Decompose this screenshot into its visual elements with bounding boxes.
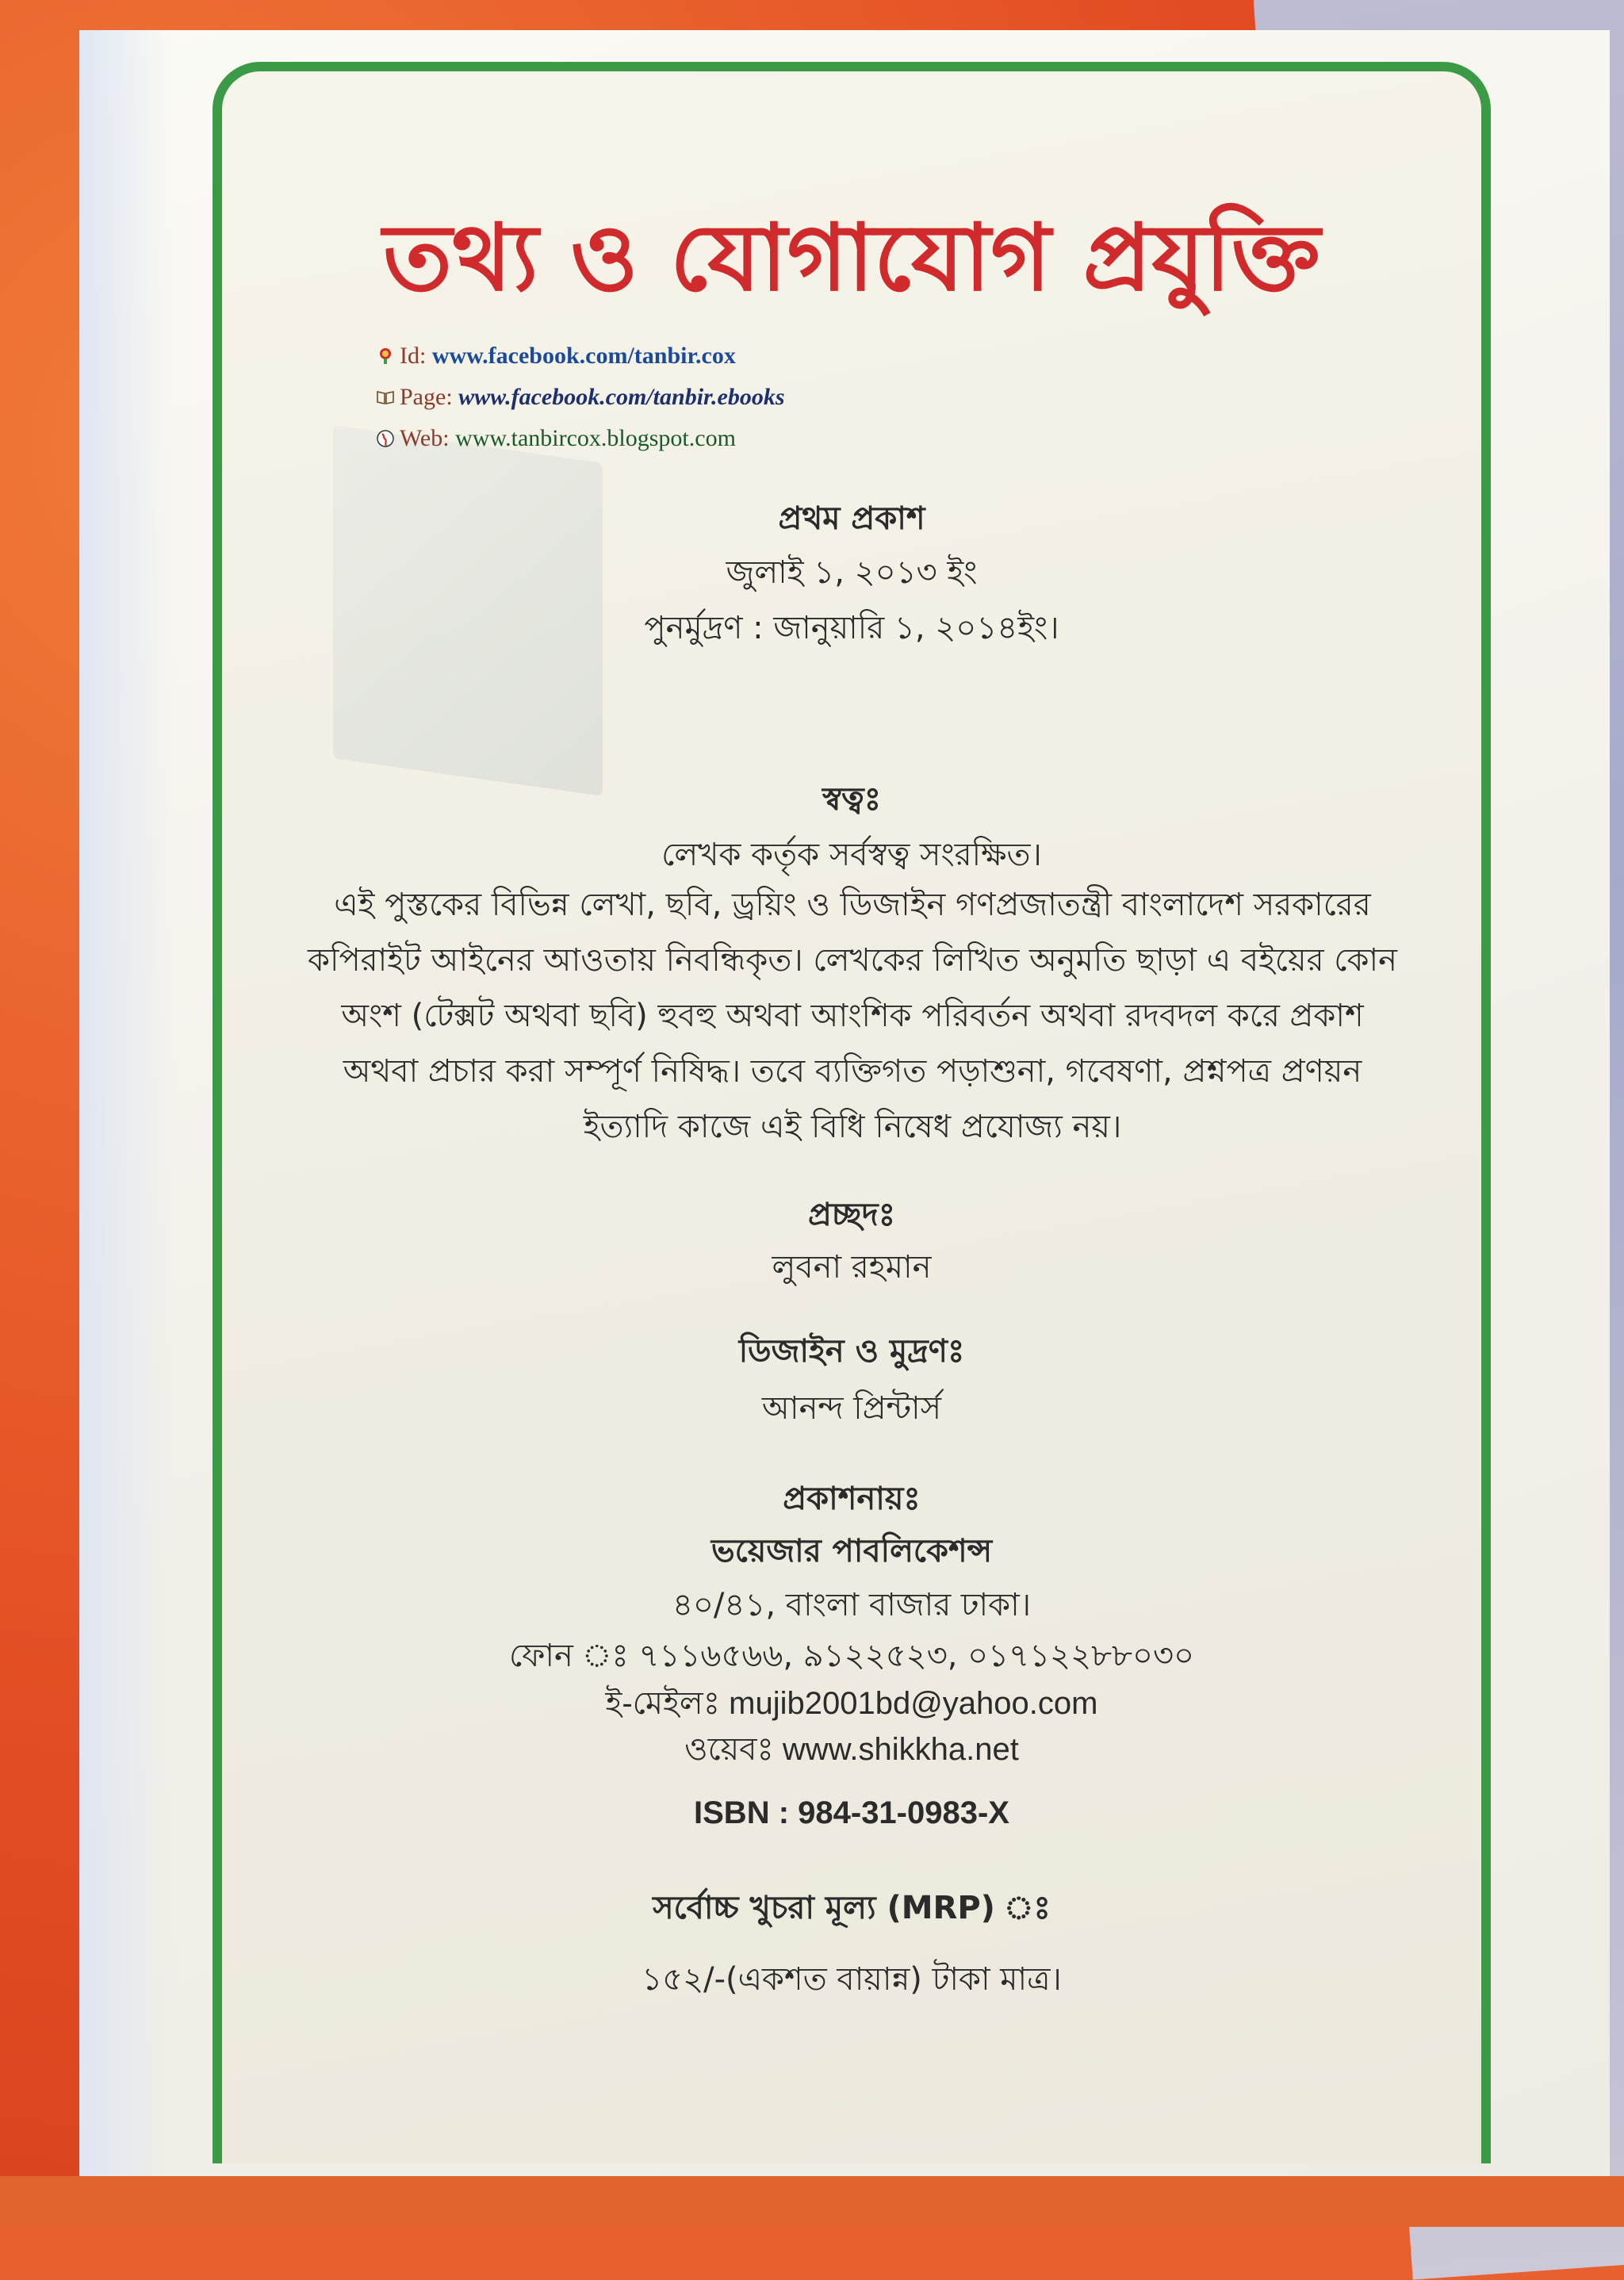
publisher-name: ভয়েজার পাবলিকেশন্স (710, 1533, 993, 1569)
cover-designer: লুবনা রহমান (772, 1249, 932, 1286)
cover-heading: প্রচ্ছদঃ (807, 1197, 896, 1233)
publisher-heading: প্রকাশনায়ঃ (783, 1481, 921, 1517)
publisher-website: ওয়েবঃ www.shikkha.net (684, 1732, 1019, 1767)
copyright-line: অংশ (টেক্সট অথবা ছবি) হুবহু অথবা আংশিক পরিবর্তন অথবা রদবদল করে প্রকাশ (341, 998, 1364, 1034)
page-label: Page: (400, 384, 453, 410)
design-print-heading: ডিজাইন ও মুদ্রণঃ (738, 1333, 965, 1370)
avatar-icon (376, 347, 395, 366)
copyright-paragraph (262, 877, 1443, 1155)
id-label: Id: (400, 343, 427, 369)
open-book-icon (376, 388, 395, 407)
isbn: ISBN : 984-31-0983-X (694, 1795, 1009, 1830)
copyright-line: অথবা প্রচার করা সম্পূর্ণ নিষিদ্ধ। তবে ব্যক্তিগত পড়াশুনা, গবেষণা, প্রশ্নপত্র প্রণয়ন (343, 1053, 1362, 1090)
copyright-reserved: লেখক কর্তৃক সর্বস্বত্ব সংরক্ষিত। (661, 837, 1042, 873)
first-edition-heading: প্রথম প্রকাশ (778, 500, 925, 537)
publisher-phone: ফোন ঃ ৭১১৬৫৬৬, ৯১২২৫২৩, ০১৭১২২৮৮০৩০ (508, 1638, 1195, 1674)
web-label: Web: (400, 425, 450, 451)
web-link-row[interactable] (376, 425, 736, 452)
id-link[interactable]: www.facebook.com/tanbir.cox (431, 343, 736, 369)
web-link[interactable]: www.tanbircox.blogspot.com (455, 425, 736, 451)
first-edition-date: জুলাই ১, ২০১৩ ইং (726, 554, 978, 591)
page-link[interactable]: www.facebook.com/tanbir.ebooks (458, 384, 785, 410)
copyright-heading: স্বত্বঃ (822, 781, 882, 818)
book-title: তথ্য ও যোগাযোগ প্রযুক্তি (383, 205, 1320, 312)
globe-icon (376, 429, 395, 448)
printer-name: আনন্দ প্রিন্টার্স (761, 1390, 942, 1427)
copyright-line: এই পুস্তকের বিভিন্ন লেখা, ছবি, ড্রয়িং ও ডিজাইন গণপ্রজাতন্ত্রী বাংলাদেশ সরকারের (334, 887, 1371, 923)
facebook-id-link-row[interactable] (376, 343, 736, 370)
publisher-address: ৪০/৪১, বাংলা বাজার ঢাকা। (672, 1587, 1032, 1623)
price-value: ১৫২/-(একশত বায়ান্ন) টাকা মাত্র। (642, 1961, 1062, 1998)
reprint-date: পুনর্মুদ্রণ : জানুয়ারি ১, ২০১৪ইং। (644, 610, 1059, 646)
price-heading: সর্বোচ্চ খুচরা মূল্য (MRP) ঃ (653, 1890, 1051, 1926)
publisher-email: ই-মেইলঃ mujib2001bd@yahoo.com (605, 1686, 1098, 1721)
facebook-page-link-row[interactable] (376, 384, 785, 411)
copyright-line: ইত্যাদি কাজে এই বিধি নিষেধ প্রযোজ্য নয়। (583, 1109, 1122, 1145)
copyright-line: কপিরাইট আইনের আওতায় নিবন্ধিকৃত। লেখকের লিখিত অনুমতি ছাড়া এ বইয়ের কোন (308, 942, 1397, 979)
